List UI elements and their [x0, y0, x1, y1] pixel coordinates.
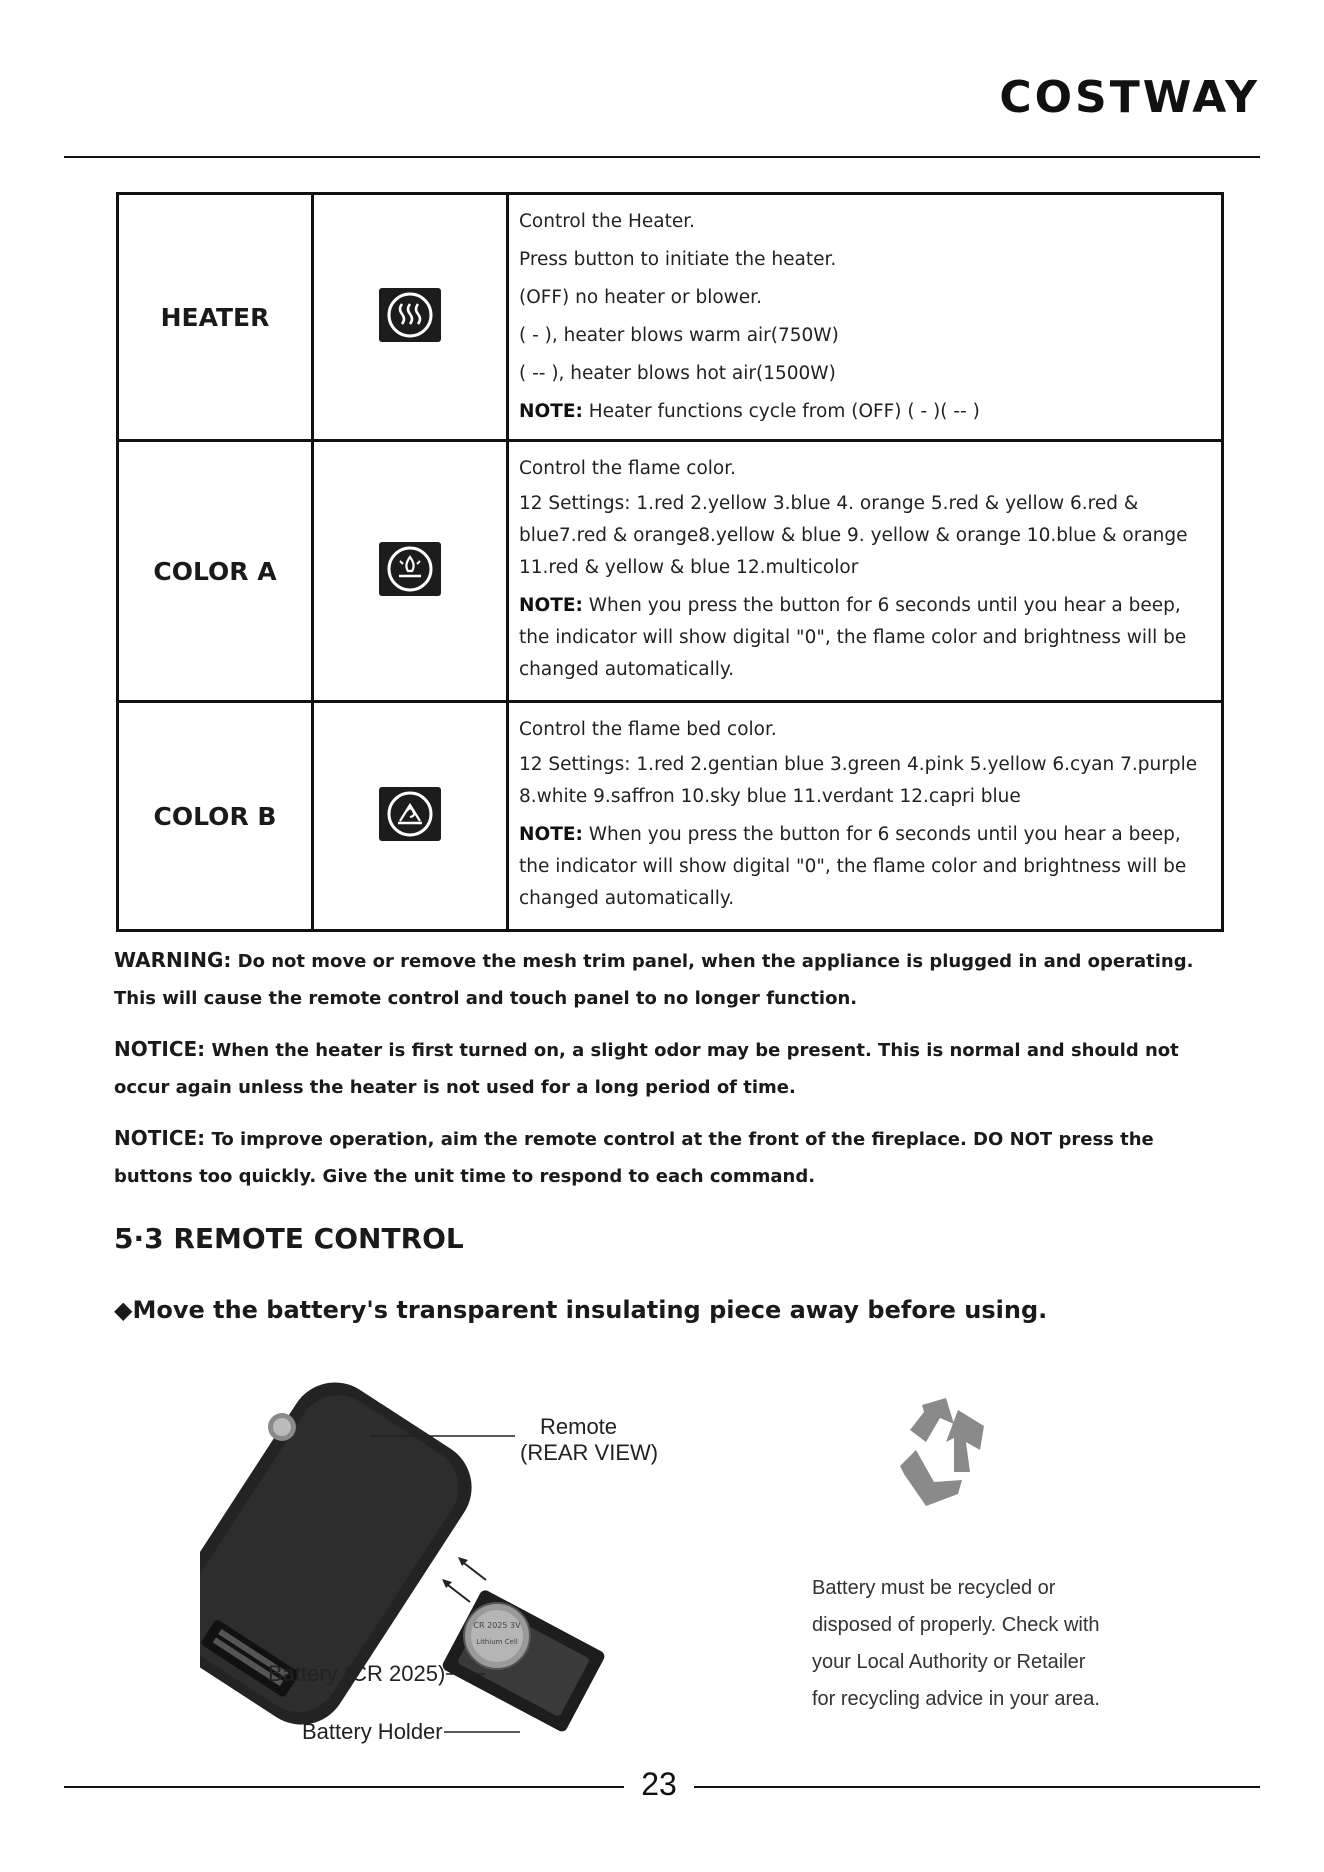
page-number: 23 [641, 1766, 677, 1802]
odor-notice [114, 1031, 1204, 1106]
notice-text: To improve operation, aim the remote control at the front of the fireplace. DO NOT press the buttons too quickly. Give the unit time to respond to each command. [114, 1129, 1154, 1187]
notice-text: Do not move or remove the mesh trim panel, when the appliance is plugged in and operating. This will cause the remote control and touch panel to no longer function. [114, 951, 1194, 1009]
recycling-line: disposed of properly. Check with [812, 1614, 1100, 1636]
desc-line: ( - ), heater blows warm air(750W) [519, 325, 839, 346]
table-row-color-a [118, 441, 1223, 702]
desc-line: 12 Settings: 1.red 2.gentian blue 3.green 4.pink 5.yellow 6.cyan 7.purple 8.white 9.saffron 10.sky blue 11.verdant 12.capri blue [519, 754, 1198, 807]
remote-diagram [200, 1370, 680, 1750]
control-description [508, 194, 1223, 441]
desc-line: (OFF) no heater or blower. [519, 287, 762, 308]
desc-note [519, 393, 1211, 431]
desc-line: Press button to initiate the heater. [519, 249, 837, 270]
desc-line: Control the flame color. [519, 458, 737, 479]
controls-table [116, 192, 1224, 932]
desc-line: 12 Settings: 1.red 2.yellow 3.blue 4. orange 5.red & yellow 6.red & blue7.red & orange8.yellow & blue 9. yellow & orange 10.blue & orange 11.red & yellow & blue 12.multicolor [519, 493, 1188, 578]
section-title: 5·3 REMOTE CONTROL [114, 1222, 464, 1255]
desc-line: Control the Heater. [519, 211, 696, 232]
warning-notice [114, 942, 1204, 1017]
control-description [508, 441, 1223, 702]
desc-line: Control the flame bed color. [519, 719, 777, 740]
desc-note [519, 590, 1211, 686]
remote-label: Remote [540, 1414, 618, 1439]
note-label: NOTE: [519, 595, 583, 616]
recycling-advice [812, 1570, 1172, 1718]
control-name: COLOR B [118, 702, 313, 931]
control-name: HEATER [118, 194, 313, 441]
desc-note [519, 819, 1211, 915]
battery-label: Battery (CR 2025) [268, 1661, 446, 1686]
notices [114, 942, 1204, 1209]
flame-color-icon [379, 542, 441, 596]
footer-divider-left [64, 1786, 624, 1788]
heater-icon [379, 288, 441, 342]
remote-view-label: (REAR VIEW) [520, 1440, 659, 1465]
table-row-color-b [118, 702, 1223, 931]
table-row-heater [118, 194, 1223, 441]
battery-holder-label: Battery Holder [302, 1719, 443, 1744]
notice-label: NOTICE: [114, 1126, 206, 1150]
note-text: Heater functions cycle from (OFF) ( - )( -- ) [582, 401, 980, 422]
recycling-line: for recycling advice in your area. [812, 1688, 1100, 1710]
recycling-line: your Local Authority or Retailer [812, 1651, 1086, 1673]
notice-text: When the heater is first turned on, a slight odor may be present. This is normal and should not occur again unless the heater is not used for a long period of time. [114, 1040, 1179, 1098]
note-label: NOTE: [519, 401, 583, 422]
note-text: When you press the button for 6 seconds until you hear a beep, the indicator will show digital "0", the flame color and brightness will be changed automatically. [519, 824, 1187, 909]
notice-label: WARNING: [114, 948, 232, 972]
flame-bed-color-icon [379, 787, 441, 841]
notice-label: NOTICE: [114, 1037, 206, 1061]
remote-notice [114, 1120, 1204, 1195]
coin-text-2: Lithium Cell [476, 1638, 518, 1646]
control-description [508, 702, 1223, 931]
battery-instruction: ◆Move the battery's transparent insulating piece away before using. [114, 1296, 1048, 1324]
note-text: When you press the button for 6 seconds until you hear a beep, the indicator will show digital "0", the flame color and brightness will be changed automatically. [519, 595, 1187, 680]
recycling-line: Battery must be recycled or [812, 1577, 1056, 1599]
coin-text-1: CR 2025 3V [473, 1621, 521, 1630]
note-label: NOTE: [519, 824, 583, 845]
control-name: COLOR A [118, 441, 313, 702]
footer-divider-right [694, 1786, 1260, 1788]
brand-logo: COSTWAY [999, 72, 1260, 123]
recycle-icon [892, 1390, 992, 1520]
desc-line: ( -- ), heater blows hot air(1500W) [519, 363, 836, 384]
header-divider [64, 156, 1260, 158]
